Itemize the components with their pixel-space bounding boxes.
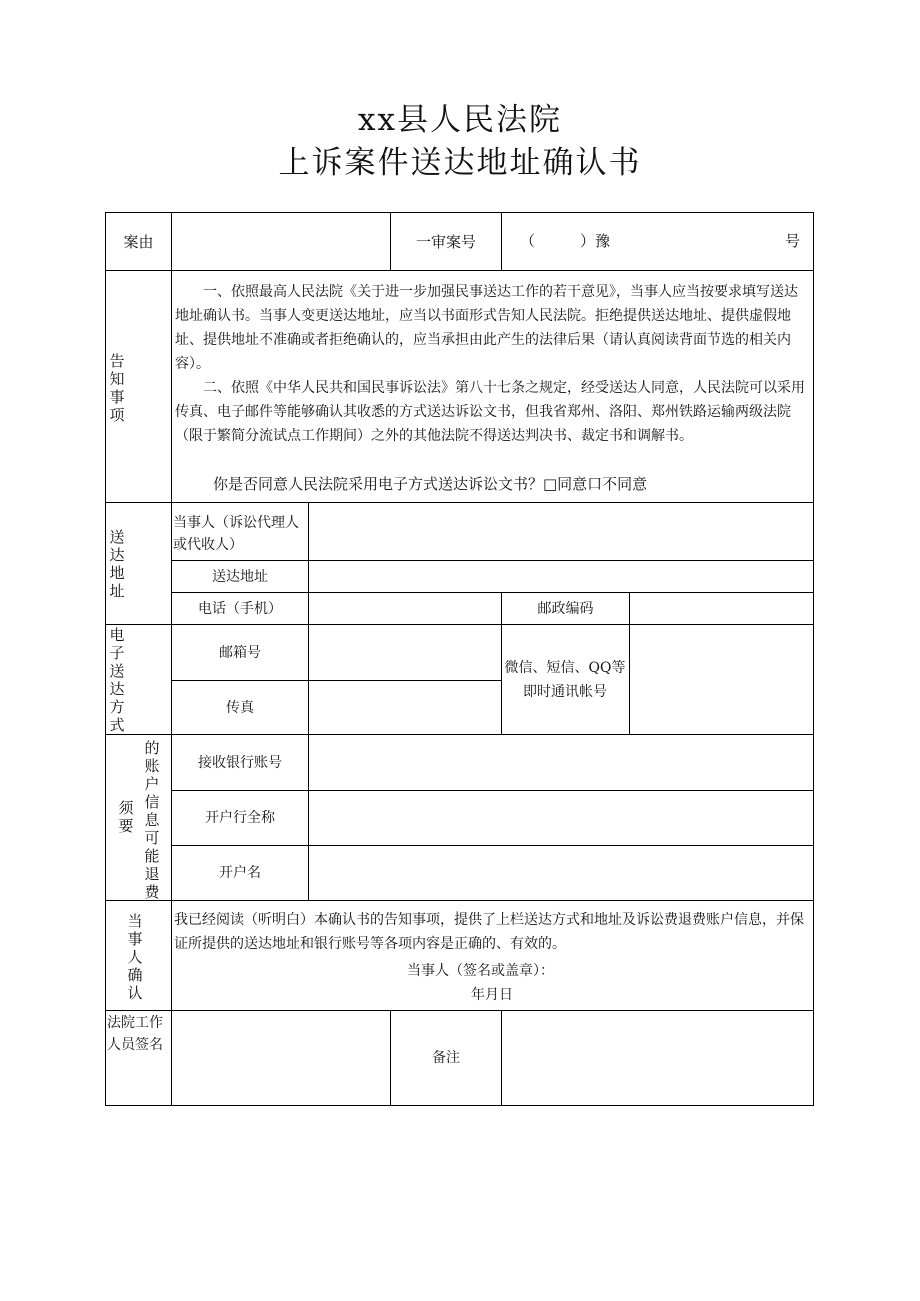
bank-account-label: 接收银行账号 (198, 754, 282, 771)
notice-paragraph-2: 二、依照《中华人民共和国民事诉讼法》第八十七条之规定，经受送达人同意，人民法院可以采用传真、电子邮件等能够确认其收悉的方式送达诉讼文书，但我省郑州、洛阳、郑州铁路运输两级法院（限于繁简分流试点工作期间）之外的其他法院不得送达判决书、裁定书和调解书。 (175, 380, 805, 444)
notice-paragraph-1: 一、依照最高人民法院《关于进一步加强民事送达工作的若干意见》，当事人应当按要求填写送达地址确认书。当事人变更送达地址，应当以书面形式告知人民法院。拒绝提供送达地址、提供虚假地址、提供地址不准确或者拒绝确认的，应当承担由此产生的法律后果（请认真阅读背面节选的相关内容）。 (175, 284, 798, 372)
phone-label: 电话（手机） (198, 600, 282, 617)
first-instance-case-no-label: 一审案号 (415, 232, 476, 251)
court-name-title: xx县人民法院 (358, 102, 562, 138)
electronic-consent-question: 你是否同意人民法院采用电子方式送达诉讼文书？□同意口不同意 (213, 475, 648, 493)
grid-line (501, 1010, 502, 1106)
refund-label-a: 须要 (118, 799, 134, 835)
case-cause-label: 案由 (123, 232, 154, 251)
case-no-prefix: （ ）豫 (520, 232, 611, 250)
refund-label-b: 的账户信息可能退费 (144, 739, 160, 901)
table-border-right (813, 212, 814, 1106)
address-section-label: 送达地址 (109, 528, 125, 600)
electronic-section-label: 电子送达方式 (109, 626, 125, 734)
remark-label: 备注 (432, 1050, 460, 1066)
court-staff-signature-label: 法院工作人员签名 (107, 1015, 163, 1053)
table-border-bottom (105, 1105, 814, 1106)
bank-name-label: 开户行全称 (205, 810, 275, 826)
grid-line (308, 734, 309, 900)
grid-line (501, 212, 502, 270)
party-confirm-label: 当事人确认 (127, 912, 143, 1002)
grid-line (105, 270, 814, 271)
party-label: 当事人（诉讼代理人或代收人） (173, 515, 299, 553)
address-label: 送达地址 (212, 568, 268, 585)
document-title: 上诉案件送达地址确认书 (278, 145, 642, 181)
date-label: 年月日 (471, 987, 513, 1003)
email-label: 邮箱号 (219, 644, 261, 661)
notice-label: 告知事项 (109, 352, 125, 424)
signature-label: 当事人（签名或盖章）： (407, 963, 554, 979)
grid-line (308, 502, 309, 734)
notice-body (175, 280, 809, 448)
postcode-label: 邮政编码 (537, 600, 594, 617)
confirmation-form-table (105, 212, 814, 1106)
instant-messaging-label: 微信、短信、QQ等即时通讯帐号 (504, 659, 626, 700)
fax-label: 传真 (226, 699, 254, 716)
account-holder-label: 开户名 (219, 865, 261, 881)
grid-line (105, 502, 814, 503)
case-no-suffix: 号 (785, 232, 801, 250)
table-border-left (105, 212, 106, 1106)
grid-line (629, 624, 630, 734)
grid-line (629, 592, 630, 624)
confirm-statement: 我已经阅读（听明白）本确认书的告知事项，提供了上栏送达方式和地址及诉讼费退费账户信息，并保证所提供的送达地址和银行账号等各项内容是正确的、有效的。 (174, 912, 804, 952)
grid-line (105, 900, 814, 901)
